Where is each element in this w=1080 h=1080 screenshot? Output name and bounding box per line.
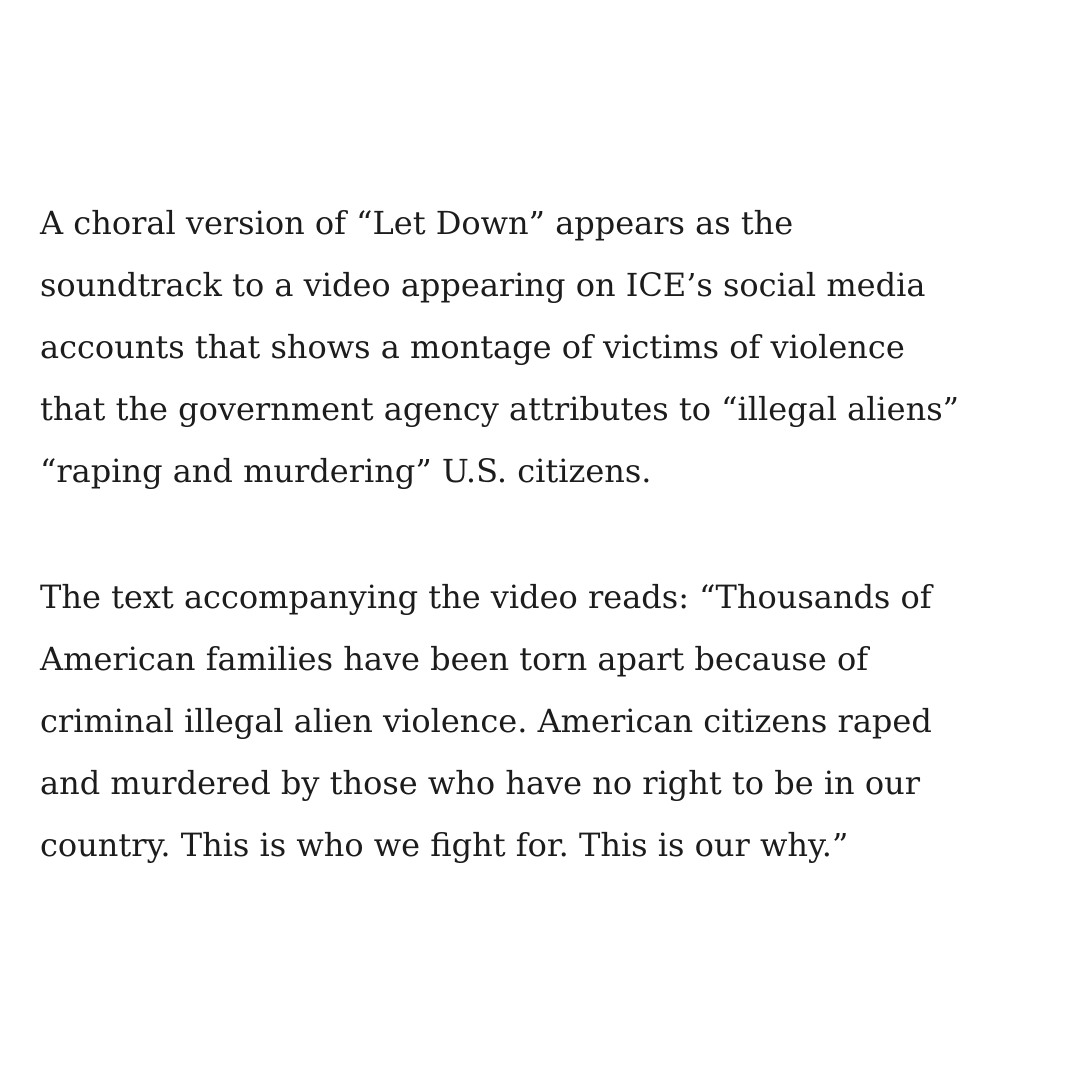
article-body (40, 192, 1045, 876)
paragraph (40, 566, 1045, 876)
text-line: and murdered by those who have no right to be in our (40, 764, 920, 802)
paragraph (40, 192, 1045, 502)
text-line: The text accompanying the video reads: “Thousands of (40, 578, 932, 616)
text-line: soundtrack to a video appearing on ICE’s social media (40, 266, 926, 304)
text-line: “raping and murdering” U.S. citizens. (40, 452, 652, 490)
text-line: country. This is who we fight for. This is our why.” (40, 826, 849, 864)
text-line: that the government agency attributes to “illegal aliens” (40, 390, 959, 428)
text-line: American families have been torn apart because of (40, 640, 869, 678)
text-line: criminal illegal alien violence. American citizens raped (40, 702, 932, 740)
text-line: accounts that shows a montage of victims of violence (40, 328, 905, 366)
text-line: A choral version of “Let Down” appears as the (40, 204, 794, 242)
